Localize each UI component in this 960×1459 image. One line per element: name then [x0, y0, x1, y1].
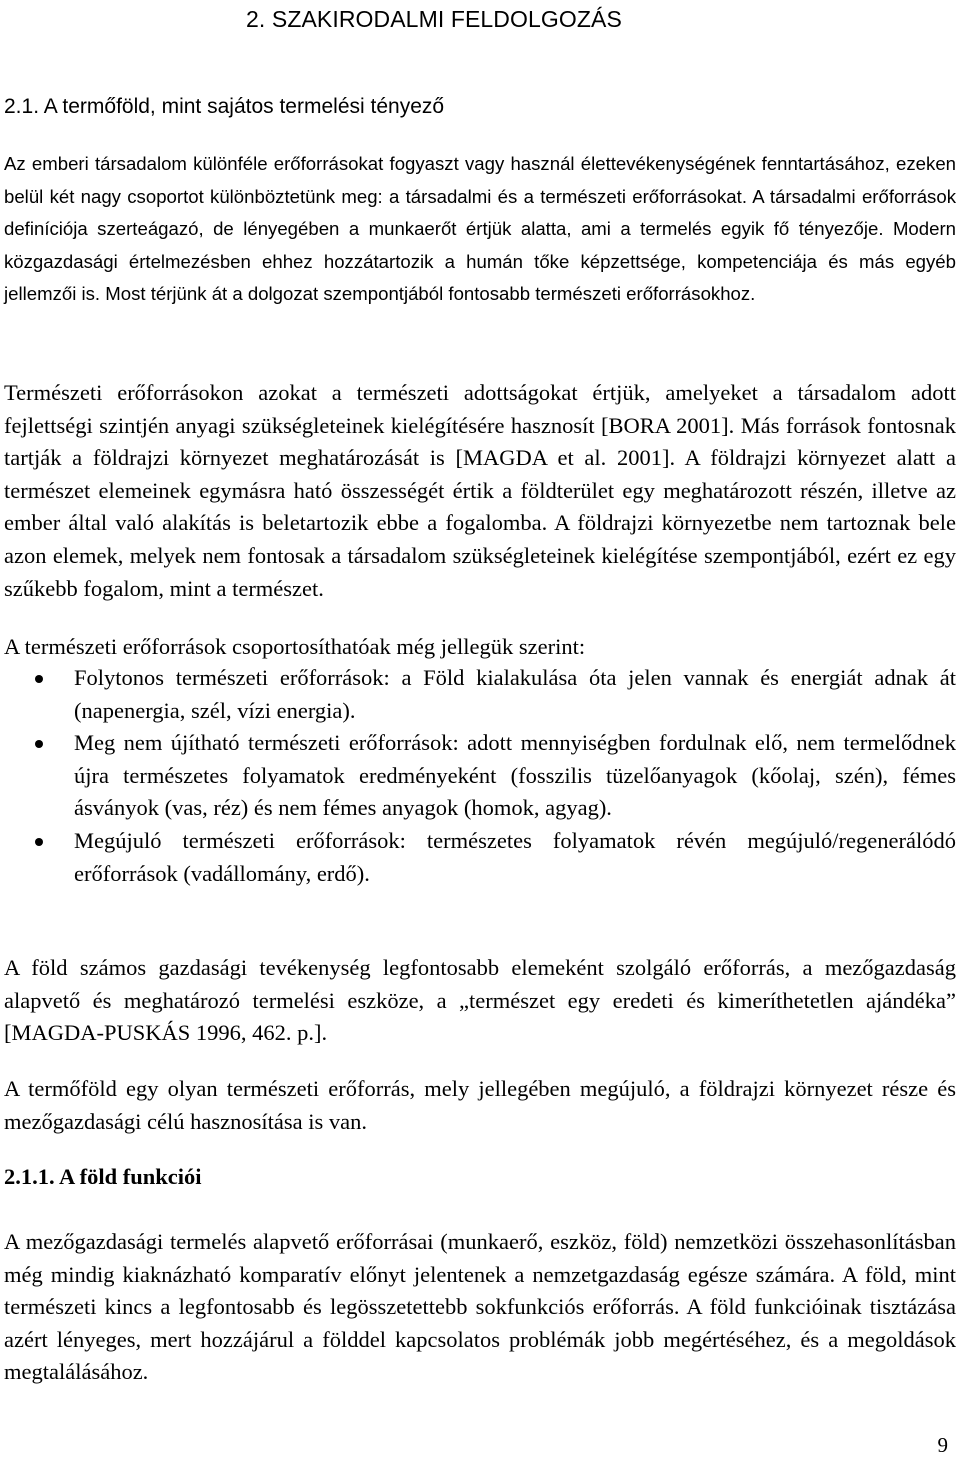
resource-types-list — [4, 662, 956, 890]
list-item — [4, 825, 956, 890]
list-item — [4, 727, 956, 825]
bullet-icon — [35, 675, 43, 683]
list-item-text: Meg nem újítható természeti erőforrások: adott mennyiségben fordulnak elő, nem termelődnek újra természetes folyamatok eredményeként (fosszilis tüzelőanyagok (kőolaj, szén), fémes ásványok (vas, réz) és nem fémes anyagok (homok, agyag). — [74, 730, 956, 821]
list-item — [4, 662, 956, 727]
list-item-text: Folytonos természeti erőforrások: a Föld kialakulása óta jelen vannak és energiát adnak át (napenergia, szél, vízi energia). — [74, 665, 956, 723]
list-item-text: Megújuló természeti erőforrások: természetes folyamatok révén megújuló/regenerálódó erőforrások (vadállomány, erdő). — [74, 827, 956, 886]
paragraph-land-functions: A mezőgazdasági termelés alapvető erőforrásai (munkaerő, eszköz, föld) nemzetközi összehasonlításban még mindig kiaknázható komparatív előnyt jelentenek a nemzetgazdaság egésze számára. A föld, mint természeti kincs a legfontosabb és legösszetettebb sokfunkciós erőforrás. A föld funkcióinak tisztázása azért lényeges, mert hozzájárul a földdel kapcsolatos problémák jobb megértéséhez, és a megoldások megtalálásához. — [4, 1229, 956, 1385]
page-number: 9 — [937, 1433, 948, 1457]
paragraph-arable-land: A termőföld egy olyan természeti erőforrás, mely jellegében megújuló, a földrajzi környezet része és mezőgazdasági célú hasznosítása is van. — [4, 1076, 956, 1134]
subsection-heading: 2.1.1. A föld funkciói — [4, 1164, 202, 1189]
chapter-heading: 2. SZAKIRODALMI FELDOLGOZÁS — [246, 6, 622, 32]
paragraph-natural-resources: Természeti erőforrásokon azokat a természeti adottságokat értjük, amelyeket a társadalom adott fejlettségi szintjén anyagi szükségleteinek kielégítésére hasznosít [BORA 2001]. Más források fontosnak tartják a földrajzi környezet meghatározását is [MAGDA et al. 2001]. A földrajzi környezet alatt a természet elemeinek egymásra ható összességét értik a földterület egy meghatározott részén, illetve az ember által való alakítás is beletartozik ebbe a fogalomba. A földrajzi környezetbe nem tartoznak bele azon elemek, melyek nem fontosak a társadalom szükségleteinek kielégítése szempontjából, ezért ez egy szűkebb fogalom, mint a természet. — [4, 380, 956, 601]
bullet-icon — [35, 838, 43, 846]
paragraph-intro: Az emberi társadalom különféle erőforrásokat fogyaszt vagy használ élettevékenységének fenntartásához, ezeken belül két nagy csoportot különböztetünk meg: a társadalmi és a természeti erőforrásokat. A társadalmi erőforrások definíciója szerteágazó, de lényegében a munkaerőt értjük alatta, ami a termelés egyik fő tényezője. Modern közgazdasági értelmezésben ehhez hozzátartozik a humán tőke képzettsége, kompetenciája és más egyéb jellemzői is. Most térjünk át a dolgozat szempontjából fontosabb természeti erőforrásokhoz. — [4, 153, 956, 305]
bullet-icon — [35, 740, 43, 748]
section-heading: 2.1. A termőföld, mint sajátos termelési tényező — [4, 95, 445, 118]
paragraph-grouping: A természeti erőforrások csoportosíthatóak még jellegük szerint: — [4, 634, 586, 659]
paragraph-land-economy: A föld számos gazdasági tevékenység legfontosabb elemeként szolgáló erőforrás, a mezőgazdaság alapvető és meghatározó termelési eszköze, a „természet egy eredeti és kimeríthetetlen ajándéka” [MAGDA-PUSKÁS 1996, 462. p.]. — [4, 955, 956, 1046]
